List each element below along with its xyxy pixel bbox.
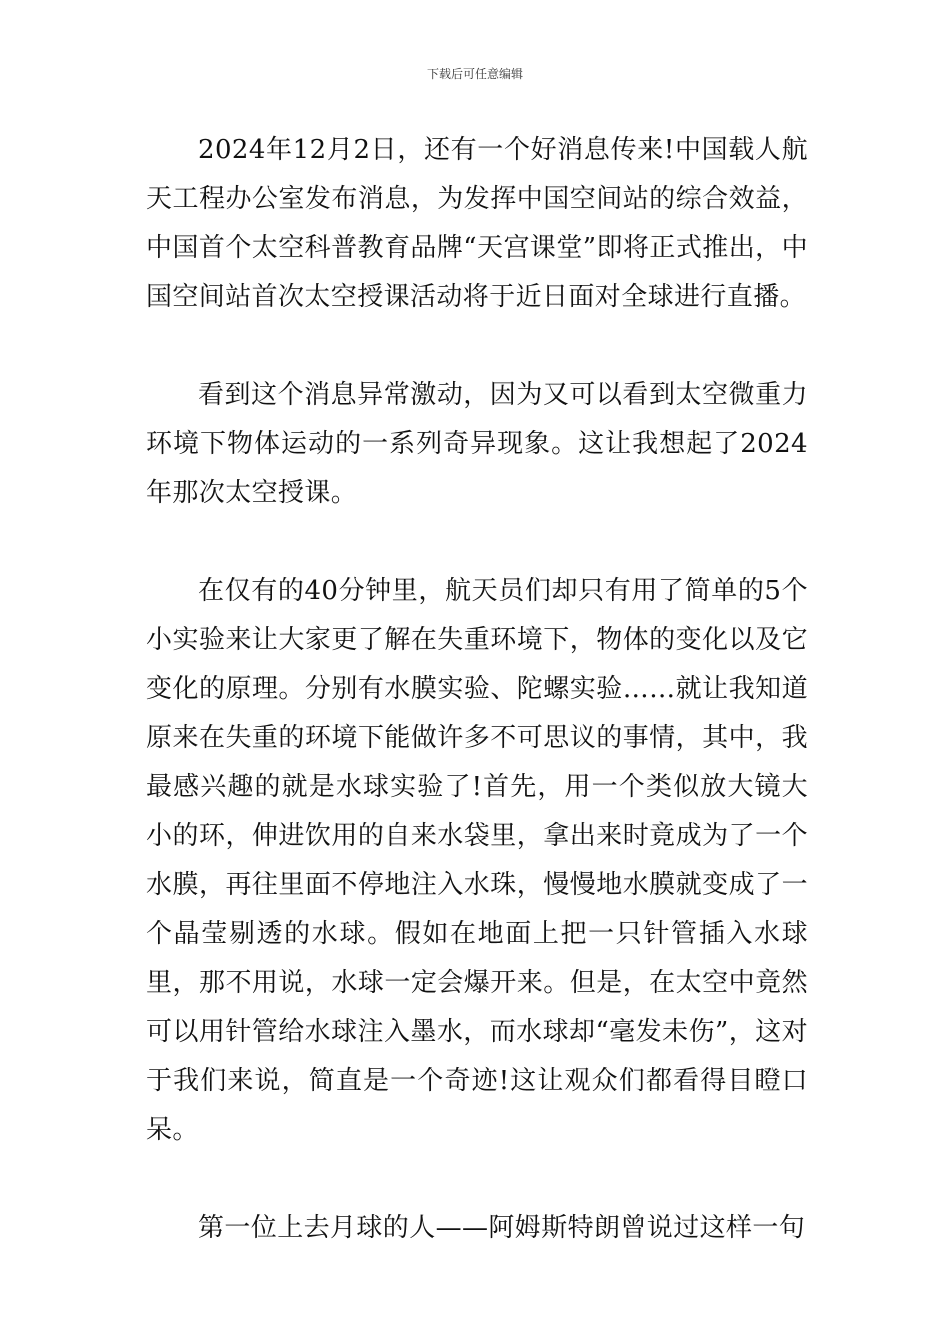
paragraph-spacer [146,1155,808,1204]
paragraph-spacer [146,322,808,371]
paragraph-3: 在仅有的40分钟里，航天员们却只有用了简单的5个小实验来让大家更了解在失重环境下，物体的变化以及它变化的原理。分别有水膜实验、陀螺实验……就让我知道原来在失重的环境下能做许多不可思议的事情，其中，我最感兴趣的就是水球实验了!首先，用一个类似放大镜大小的环，伸进饮用的自来水袋里，拿出来时竟成为了一个水膜，再往里面不停地注入水珠，慢慢地水膜就变成了一个晶莹剔透的水球。假如在地面上把一只针管插入水球里，那不用说，水球一定会爆开来。但是，在太空中竟然可以用针管给水球注入墨水，而水球却“毫发未伤”，这对于我们来说，简直是一个奇迹!这让观众们都看得目瞪口呆。 [146,576,808,1145]
header-note: 下载后可任意编辑 [426,67,523,81]
paragraph-spacer [146,518,808,567]
paragraph-2: 看到这个消息异常激动，因为又可以看到太空微重力环境下物体运动的一系列奇异现象。这让我想起了2024年那次太空授课。 [146,380,808,508]
paragraph-1: 2024年12月2日，还有一个好消息传来!中国载人航天工程办公室发布消息，为发挥中国空间站的综合效益，中国首个太空科普教育品牌“天宫课堂”即将正式推出，中国空间站首次太空授课活动将于近日面对全球进行直播。 [146,135,808,312]
document-body [146,126,808,1253]
paragraph-4: 第一位上去月球的人——阿姆斯特朗曾说过这样一句 [198,1213,806,1243]
